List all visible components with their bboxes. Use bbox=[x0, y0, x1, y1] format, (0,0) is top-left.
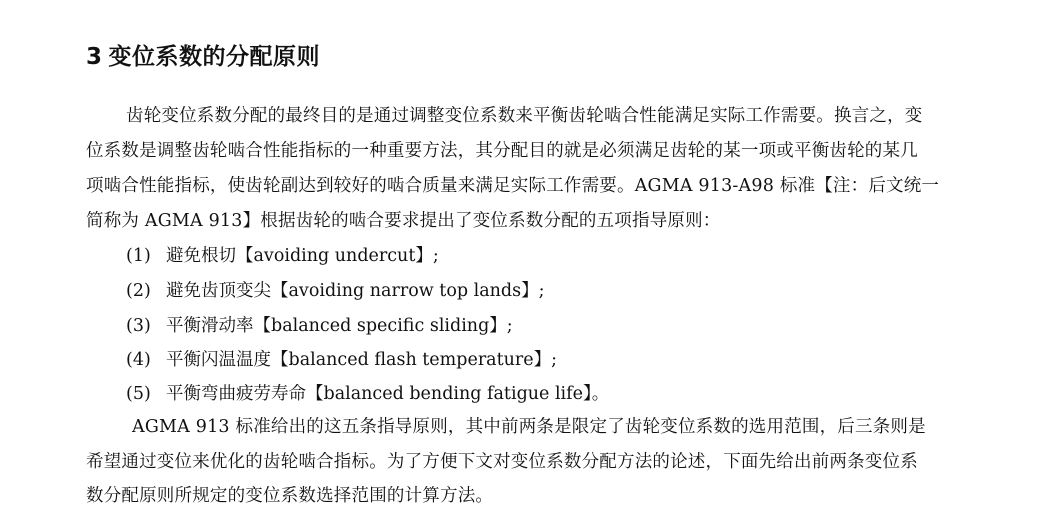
principle-text: 平衡闪温温度【balanced flash temperature】; bbox=[166, 350, 558, 370]
principle-item-1 bbox=[126, 242, 439, 267]
principle-text: 避免根切【avoiding undercut】; bbox=[166, 246, 439, 266]
principle-marker: (4) bbox=[126, 350, 151, 370]
principle-marker: (3) bbox=[126, 316, 151, 336]
paragraph-2-line-3: 数分配原则所规定的变位系数选择范围的计算方法。 bbox=[86, 486, 494, 506]
section-number: 3 bbox=[86, 44, 103, 70]
paragraph-1-line-3: 项啮合性能指标，使齿轮副达到较好的啮合质量来满足实际工作需要。AGMA 913-A98 标准【注：后文统一 bbox=[86, 176, 940, 196]
principle-item-4 bbox=[126, 346, 557, 371]
section-heading bbox=[86, 38, 320, 71]
principle-text: 平衡弯曲疲劳寿命【balanced bending fatigue life】。 bbox=[166, 384, 610, 404]
principle-marker: (5) bbox=[126, 384, 151, 404]
principle-text: 避免齿顶变尖【avoiding narrow top lands】; bbox=[166, 281, 545, 301]
principle-item-2 bbox=[126, 277, 545, 302]
principle-marker: (1) bbox=[126, 246, 151, 266]
paragraph-2-line-1: AGMA 913 标准给出的这五条指导原则，其中前两条是限定了齿轮变位系数的选用范围，后三条则是 bbox=[132, 417, 926, 437]
paragraph-1-line-1: 齿轮变位系数分配的最终目的是通过调整变位系数来平衡齿轮啮合性能满足实际工作需要。换言之，变 bbox=[126, 106, 923, 126]
principle-item-3 bbox=[126, 312, 513, 337]
paragraph-2-line-2: 希望通过变位来优化的齿轮啮合指标。为了方便下文对变位系数分配方法的论述，下面先给出前两条变位系 bbox=[86, 452, 918, 472]
paragraph-1-line-4: 简称为 AGMA 913】根据齿轮的啮合要求提出了变位系数分配的五项指导原则： bbox=[86, 211, 721, 231]
principle-marker: (2) bbox=[126, 281, 151, 301]
section-title: 变位系数的分配原则 bbox=[108, 44, 321, 70]
principle-item-5 bbox=[126, 380, 609, 405]
paragraph-1-line-2: 位系数是调整齿轮啮合性能指标的一种重要方法，其分配目的就是必须满足齿轮的某一项或平衡齿轮的某几 bbox=[86, 141, 918, 161]
principle-text: 平衡滑动率【balanced specific sliding】; bbox=[166, 316, 513, 336]
